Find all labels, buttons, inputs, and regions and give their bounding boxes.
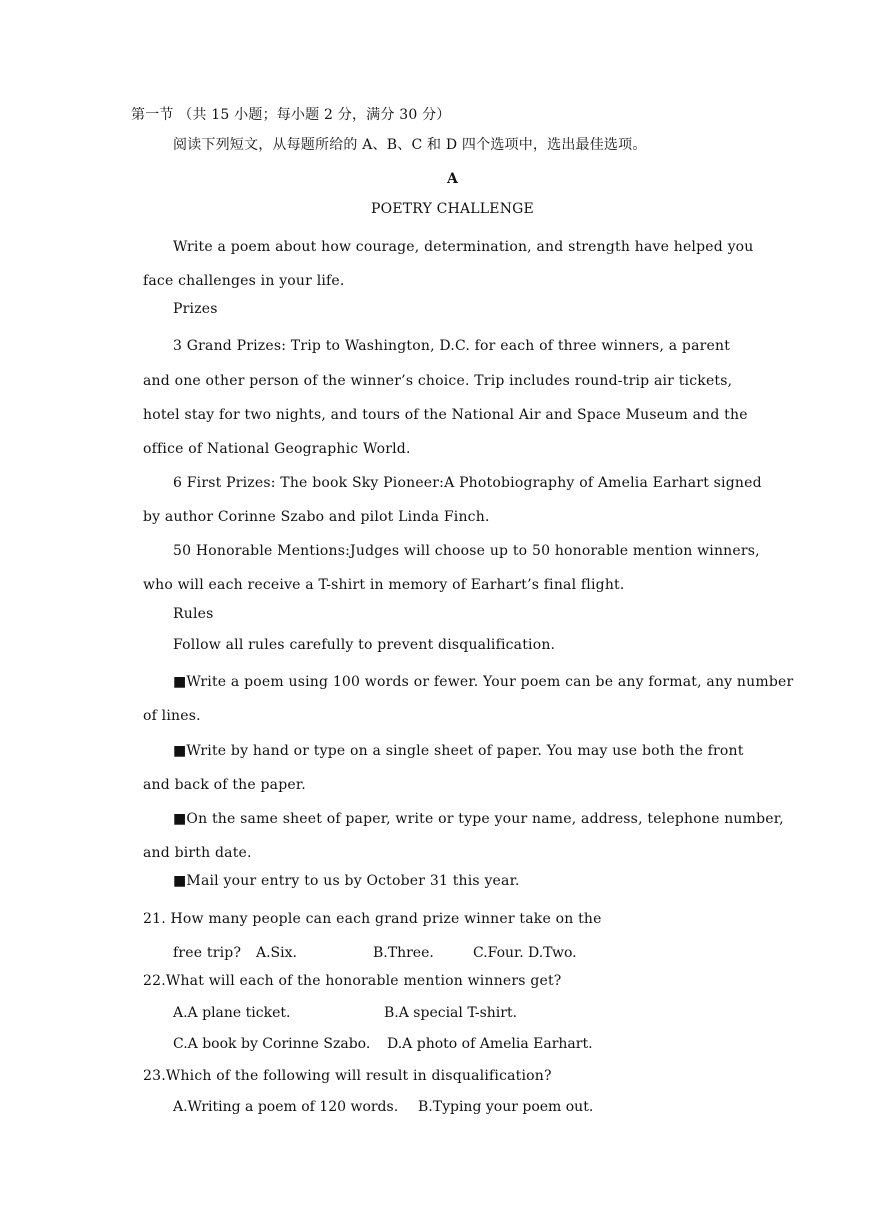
rules-heading: Rules	[173, 606, 214, 622]
rule-1-line-1: ■Write a poem using 100 words or fewer. Your poem can be any format, any number	[173, 674, 794, 690]
question-21-stem: 21. How many people can each grand prize winner take on the	[143, 911, 602, 927]
question-21-option-d: D.Two.	[528, 945, 577, 961]
question-21-option-b: B.Three.	[373, 945, 434, 961]
question-22-option-c: C.A book by Corinne Szabo.	[173, 1036, 371, 1052]
first-prize-line-2: by author Corinne Szabo and pilot Linda Finch.	[143, 509, 490, 525]
grand-prize-line-2: and one other person of the winner’s choice. Trip includes round-trip air tickets,	[143, 373, 733, 389]
grand-prize-line-1: 3 Grand Prizes: Trip to Washington, D.C. for each of three winners, a parent	[173, 338, 731, 354]
section-instruction: 阅读下列短文，从每题所给的 A、B、C 和 D 四个选项中，选出最佳选项。	[173, 137, 647, 153]
question-23-option-b: B.Typing your poem out.	[418, 1099, 594, 1115]
grand-prize-line-3: hotel stay for two nights, and tours of the National Air and Space Museum and the	[143, 407, 748, 423]
passage-letter: A	[446, 171, 459, 187]
prizes-heading: Prizes	[173, 301, 218, 317]
rule-2-line-2: and back of the paper.	[143, 777, 306, 793]
intro-line-2: face challenges in your life.	[143, 273, 345, 289]
rule-2-line-1: ■Write by hand or type on a single sheet of paper. You may use both the front	[173, 743, 744, 759]
question-21-stem-cont: free trip?	[173, 945, 242, 961]
question-23-stem: 23.Which of the following will result in disqualification?	[143, 1068, 552, 1084]
intro-line-1: Write a poem about how courage, determination, and strength have helped you	[173, 239, 754, 255]
question-22-option-d: D.A photo of Amelia Earhart.	[387, 1036, 593, 1052]
rule-3-line-2: and birth date.	[143, 845, 252, 861]
question-22-stem: 22.What will each of the honorable mention winners get?	[143, 973, 562, 989]
rule-1-line-2: of lines.	[143, 708, 201, 724]
passage-title: POETRY CHALLENGE	[371, 201, 534, 217]
question-22-option-a: A.A plane ticket.	[173, 1005, 291, 1021]
question-22-option-b: B.A special T-shirt.	[384, 1005, 518, 1021]
first-prize-line-1: 6 First Prizes: The book Sky Pioneer:A Photobiography of Amelia Earhart signed	[173, 475, 762, 491]
rules-intro: Follow all rules carefully to prevent disqualification.	[173, 637, 556, 653]
rule-4: ■Mail your entry to us by October 31 this year.	[173, 873, 520, 889]
honorable-line-2: who will each receive a T-shirt in memory of Earhart’s final flight.	[143, 577, 625, 593]
grand-prize-line-4: office of National Geographic World.	[143, 441, 411, 457]
section-header: 第一节 （共 15 小题；每小题 2 分，满分 30 分）	[131, 107, 451, 123]
question-21-option-a: A.Six.	[256, 945, 297, 961]
question-23-option-a: A.Writing a poem of 120 words.	[173, 1099, 399, 1115]
honorable-line-1: 50 Honorable Mentions:Judges will choose up to 50 honorable mention winners,	[173, 543, 760, 559]
rule-3-line-1: ■On the same sheet of paper, write or type your name, address, telephone number,	[173, 811, 784, 827]
question-21-option-c: C.Four.	[473, 945, 524, 961]
